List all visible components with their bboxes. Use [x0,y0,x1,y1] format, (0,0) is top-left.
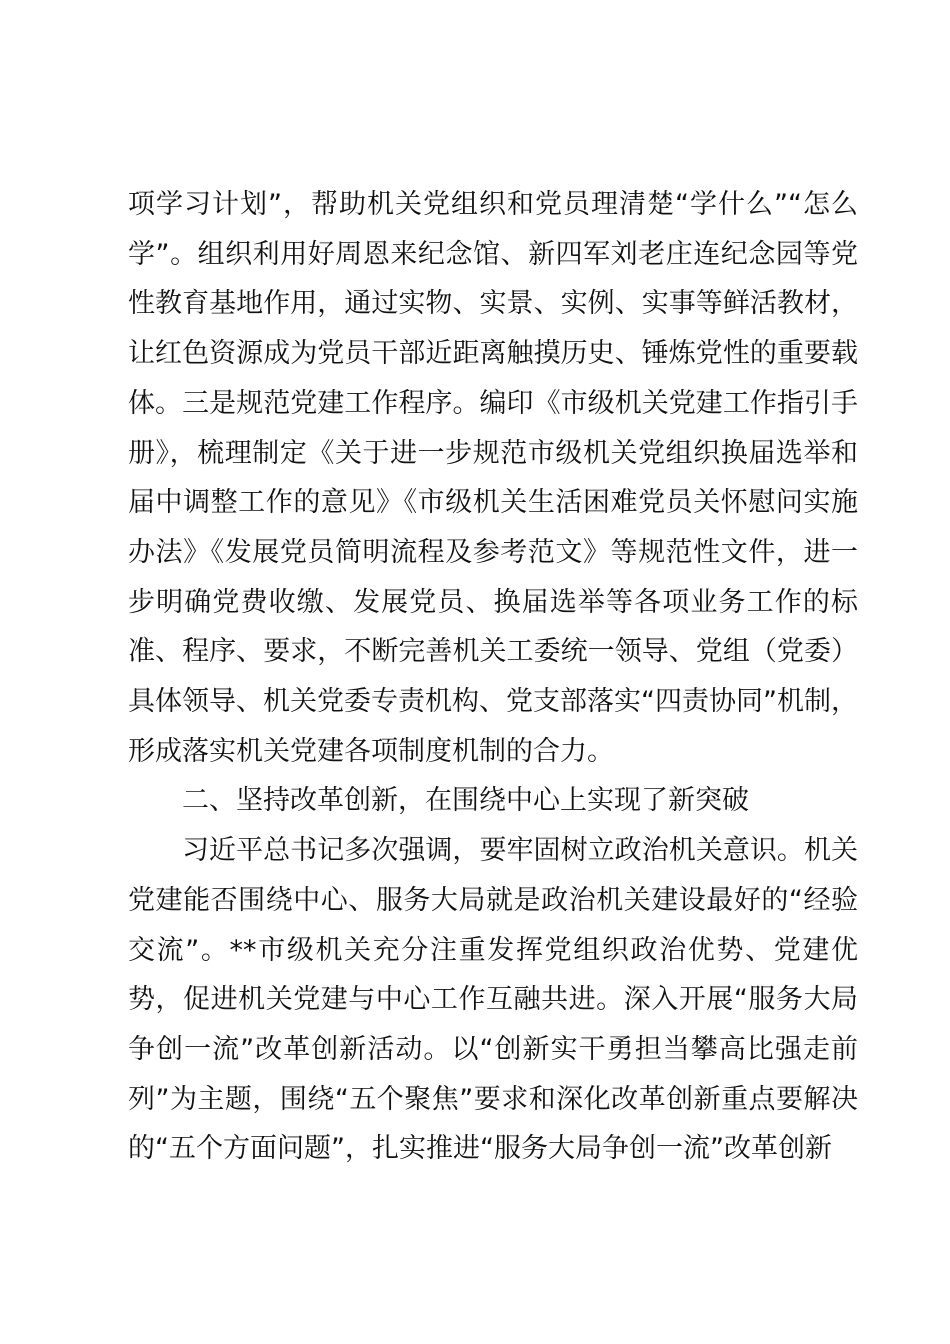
body-paragraph: 习近平总书记多次强调，要牢固树立政治机关意识。机关党建能否围绕中心、服务大局就是政治机关建设最好的“经验交流”。**市级机关充分注重发挥党组织政治优势、党建优势，促进机关党建与中心工作互融共进。深入开展“服务大局争创一流”改革创新活动。以“创新实干勇担当攀高比强走前列”为主题，围绕“五个聚焦”要求和深化改革创新重点要解决的“五个方面问题”，扎实推进“服务大局争创一流”改革创新 [128,835,858,1165]
section-heading: 二、坚持改革创新，在围绕中心上实现了新突破 [182,785,749,817]
body-paragraph: 项学习计划”，帮助机关党组织和党员理清楚“学什么”“怎么学”。组织利用好周恩来纪念馆、新四军刘老庄连纪念园等党性教育基地作用，通过实物、实景、实例、实事等鲜活教材，让红色资源成为党员干部近距离触摸历史、锤炼党性的重要载体。三是规范党建工作程序。编印《市级机关党建工作指引手册》，梳理制定《关于进一步规范市级机关党组织换届选举和届中调整工作的意见》《市级机关生活困难党员关怀慰问实施办法》《发展党员简明流程及参考范文》等规范性文件，进一步明确党费收缴、发展党员、换届选举等各项业务工作的标准、程序、要求，不断完善机关工委统一领导、党组（党委）具体领导、机关党委专责机构、党支部落实“四责协同”机制，形成落实机关党建各项制度机制的合力。 [128,189,858,767]
document-body [128,180,858,1174]
